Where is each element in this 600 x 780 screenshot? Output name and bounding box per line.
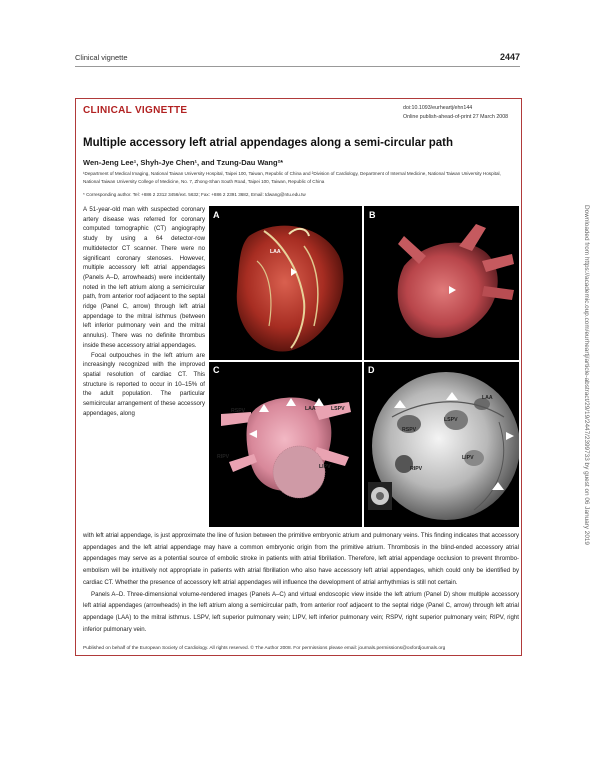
figure-panel-c xyxy=(209,362,362,527)
paragraph: with left atrial appendage, is just approximate the line of fusion between the primitive embryonic atrium and pulmonary veins. This finding indicates that accessory appendages and the left atrial appendage may have a common embryonic origin from the primitive atrium. Thrombosis in the blind-ended accessory atrial appendages may serve as a potential source of embolic stroke in patients with atrial fibrillation. Therefore, left atrial appendage occlusion to prevent thrombo-embolism will be intuitively not appropriate in patients with atrial fibrillation who also have accessory left atrial appendages, which could only be identified by cardiac CT. Whether the presence of accessory left atrial appendages will influence the development of atrial arrhythmias is still not certain. xyxy=(83,532,519,586)
label-ripv: RIPV xyxy=(410,466,423,472)
label-rspv: RSPV xyxy=(402,427,417,433)
endoscopic-view-d xyxy=(364,362,519,527)
section-label: CLINICAL VIGNETTE xyxy=(83,105,188,116)
label-rspv: RSPV xyxy=(231,408,246,414)
doi-link[interactable]: doi:10.1093/eurheartj/ehn144 xyxy=(403,105,473,111)
corresponding-author: * Corresponding author. Tel: +886 2 2312 3456/ext. 5632; Fax: +886 2 2391 3682, Email: tdwang@ntu.edu.tw xyxy=(83,192,306,197)
body-left-column xyxy=(83,205,205,418)
header-rule xyxy=(75,66,520,67)
heart-render-b xyxy=(364,206,519,360)
panel-label: B xyxy=(369,210,376,220)
paragraph: A 51-year-old man with suspected coronary artery disease was referred for coronary computed tomographic (CT) angiography study by using a 64 detector-row multidetector CT scanner. There were no significant coronary stenoses. However, multiple accessory left atrial appendages (Panels A–D, arrowheads) were incidentally noted in the left atrium along a semicircular path, from anterior roof adjacent to the septal ridge (Panel C, arrow) through left atrial appendage to the mitral isthmus (between left inferior pulmonary vein and the mitral annulus). There was no definite thrombus inside these accessory atrial appendages. xyxy=(83,206,205,349)
label-laa: LAA xyxy=(305,406,316,412)
doi-block xyxy=(403,104,508,122)
publisher-note: Published on behalf of the European Society of Cardiology. All rights reserved. © The Author 2008. For permissions please email: journals.permissions@oxfordjournals.org xyxy=(83,646,446,651)
panel-label: C xyxy=(213,365,220,375)
affiliations: ¹Department of Medical Imaging, National Taiwan University Hospital, Taipei 100, Taiwan, Republic of China and ²Division of Cardiology, Department of Internal Medicine, National Taiwan University Hospital, National Taiwan University College of Medicine, No. 7, Zhong-Shan South Road, Taipei 100, Taiwan, Republic of China xyxy=(83,171,501,184)
figure-caption: Panels A–D. Three-dimensional volume-rendered images (Panels A–C) and virtual endoscopic view inside the left atrium (Panel D) show multiple accessory left atrial appendages (arrowheads) in the left atrium along a semicircular path, from anterior roof adjacent to the septal ridge (Panel C, arrow) through left atrial appendage (LAA) to the mitral isthmus. LSPV, left superior pulmonary vein; LIPV, left inferior pulmonary vein; RSPV, right superior pulmonary vein; RIPV, right inferior pulmonary vein. xyxy=(83,590,519,633)
panel-label: D xyxy=(368,365,375,375)
label-lipv: LIPV xyxy=(319,464,331,470)
atrium-render-c xyxy=(209,362,362,527)
paragraph: Focal outpouches in the left atrium are increasingly recognized with the improved spatial resolution of cardiac CT. This structure is reported to occur in 10–15% of the adult population. The particular semicircular arrangement of these accessory appendages, along xyxy=(83,351,205,417)
label-lspv: LSPV xyxy=(444,417,458,423)
figure-panel-d xyxy=(364,362,519,527)
label-laa: LAA xyxy=(482,395,493,401)
label-lspv: LSPV xyxy=(331,406,345,412)
author-list: Wen-Jeng Lee¹, Shyh-Jye Chen¹, and Tzung-Dau Wang²* xyxy=(83,158,284,167)
body-full-width xyxy=(83,530,519,635)
article-title: Multiple accessory left atrial appendages along a semi-circular path xyxy=(83,137,454,149)
online-date: Online publish-ahead-of-print 27 March 2008 xyxy=(403,114,509,120)
download-note: Downloaded from https://academic.oup.com/eurheartj/article-abstract/29/19/2447/2399733 by guest on 06 January 2019 xyxy=(583,205,590,545)
heart-render-a xyxy=(209,206,362,360)
download-watermark xyxy=(581,205,591,595)
figure-panel-b xyxy=(364,206,519,360)
page-number: 2447 xyxy=(499,52,520,62)
panel-label: A xyxy=(213,210,220,220)
running-head: Clinical vignette xyxy=(75,53,128,62)
label-ripv: RIPV xyxy=(217,454,230,460)
label-laa: LAA xyxy=(270,249,281,255)
label-lipv: LIPV xyxy=(462,455,474,461)
figure-panel-a xyxy=(209,206,362,360)
